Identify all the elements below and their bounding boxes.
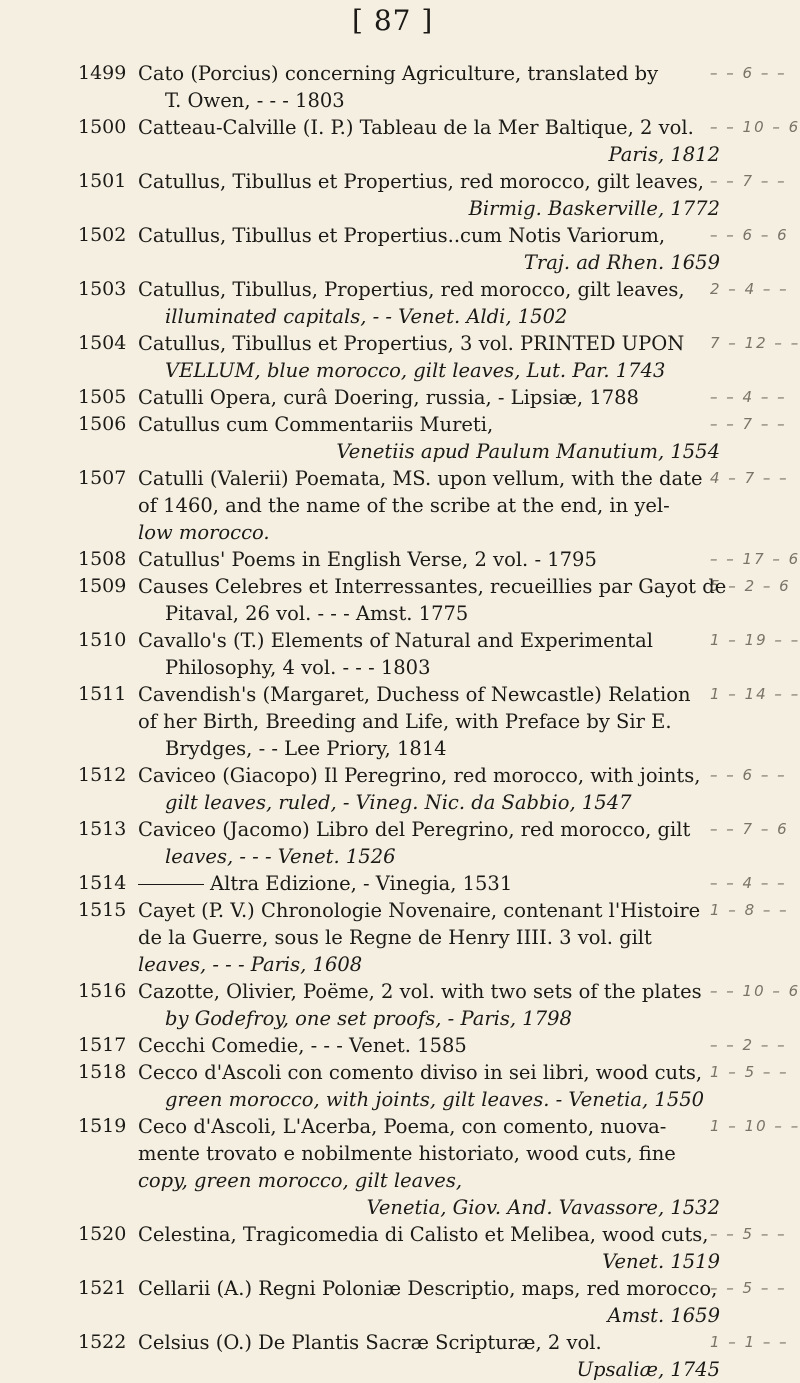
entry-line-row [0,222,800,249]
entry-text: Traj. ad Rhen. 1659 [523,251,720,274]
entry-text: Amst. 1659 [607,1304,720,1327]
entry-line-row [0,330,800,357]
handwritten-price: 1 – 14 – – [710,685,800,703]
catalogue-entry [0,1032,800,1059]
handwritten-price: 2 – 4 – – [710,280,789,298]
entry-text: Birmig. Baskerville, 1772 [468,197,720,220]
entry-line-row [0,681,800,708]
entry-text: Upsaliæ, 1745 [576,1358,720,1381]
entry-text [138,870,512,897]
entry-text: Cecchi Comedie, - - - Venet. 1585 [138,1034,467,1057]
entry-line-row [0,1059,800,1086]
entry-line-row [0,978,800,1005]
entry-line-row [0,843,800,870]
entry-line-row [0,465,800,492]
entry-text: Catteau-Calville (I. P.) Tableau de la Mer Baltique, 2 vol. [138,116,694,139]
entry-line-row [0,1086,800,1113]
catalogue-list [0,60,800,1383]
catalogue-entry [0,1221,800,1275]
entry-line-row [0,1356,800,1383]
entry-text: of 1460, and the name of the scribe at the end, in yel- [138,494,670,517]
catalogue-entry [0,1329,800,1383]
entry-line-row [0,1248,800,1275]
entry-line-row [0,1140,800,1167]
catalogue-entry [0,384,800,411]
catalogue-entry [0,168,800,222]
entry-text: Ceco d'Ascoli, L'Acerba, Poema, con comento, nuova- [138,1115,667,1138]
lot-number: 1499 [78,62,127,84]
ditto-dash-rule [138,884,204,885]
catalogue-entry [0,411,800,465]
entry-text: Catulli Opera, curâ Doering, russia, - Lipsiæ, 1788 [138,386,639,409]
handwritten-price: – – 6 – – [710,64,787,82]
lot-number: 1502 [78,224,127,246]
entry-line-row [0,168,800,195]
entry-text: leaves, - - - Venet. 1526 [165,845,396,868]
entry-line-row [0,1167,800,1194]
entry-text: mente trovato e nobilmente historiato, wood cuts, fine [138,1142,676,1165]
entry-text: Caviceo (Jacomo) Libro del Peregrino, red morocco, gilt [138,818,691,841]
lot-number: 1512 [78,764,127,786]
entry-text: Cellarii (A.) Regni Poloniæ Descriptio, maps, red morocco, [138,1277,718,1300]
entry-line-row [0,303,800,330]
entry-line-row [0,60,800,87]
entry-line-row [0,1221,800,1248]
entry-line-row [0,1329,800,1356]
lot-number: 1514 [78,872,127,894]
lot-number: 1516 [78,980,127,1002]
entry-line-row [0,1302,800,1329]
entry-line-row [0,789,800,816]
catalogue-entry [0,681,800,762]
page-number: [ 87 ] [352,4,434,37]
handwritten-price: – – 7 – – [710,172,787,190]
entry-text: Philosophy, 4 vol. - - - 1803 [165,656,431,679]
handwritten-price: 5 – 2 – 6 [710,577,791,595]
entry-text-content: Altra Edizione, - Vinegia, 1531 [210,872,513,895]
entry-text: T. Owen, - - - 1803 [165,89,345,112]
entry-line-row [0,249,800,276]
handwritten-price: – – 17 – 6 [710,550,800,568]
entry-text: leaves, - - - Paris, 1608 [138,953,363,976]
catalogue-entry [0,222,800,276]
lot-number: 1508 [78,548,127,570]
catalogue-entry [0,627,800,681]
entry-text: copy, green morocco, gilt leaves, [138,1169,463,1192]
entry-line-row [0,384,800,411]
lot-number: 1511 [78,683,127,705]
entry-text: illuminated capitals, - - Venet. Aldi, 1502 [165,305,568,328]
catalogue-entry [0,60,800,114]
entry-line-row [0,870,800,897]
entry-text: Pitaval, 26 vol. - - - Amst. 1775 [165,602,469,625]
catalogue-entry [0,870,800,897]
entry-text: Celsius (O.) De Plantis Sacræ Scripturæ, 2 vol. [138,1331,602,1354]
entry-line-row [0,897,800,924]
catalogue-entry [0,546,800,573]
entry-text: Catullus, Tibullus et Propertius..cum Notis Variorum, [138,224,666,247]
entry-line-row [0,951,800,978]
catalogue-entry [0,897,800,978]
entry-text: Catullus, Tibullus, Propertius, red morocco, gilt leaves, [138,278,685,301]
entry-text: Venetiis apud Paulum Manutium, 1554 [336,440,720,463]
entry-text: Catullus, Tibullus et Propertius, 3 vol. PRINTED UPON [138,332,685,355]
entry-line-row [0,87,800,114]
catalogue-entry [0,762,800,816]
entry-text: Cavallo's (T.) Elements of Natural and Experimental [138,629,653,652]
catalogue-entry [0,816,800,870]
entry-line-row [0,438,800,465]
entry-text: Celestina, Tragicomedia di Calisto et Melibea, wood cuts, [138,1223,709,1246]
entry-text: Causes Celebres et Interressantes, recueillies par Gayot de [138,575,727,598]
handwritten-price: – – 4 – – [710,874,787,892]
handwritten-price: 1 – 8 – – [710,901,789,919]
lot-number: 1505 [78,386,127,408]
entry-line-row [0,546,800,573]
entry-text: Venet. 1519 [602,1250,720,1273]
entry-text: low morocco. [138,521,270,544]
catalogue-entry [0,114,800,168]
lot-number: 1507 [78,467,127,489]
handwritten-price: 7 – 12 – – [710,334,800,352]
entry-line-row [0,195,800,222]
entry-text: by Godefroy, one set proofs, - Paris, 1798 [165,1007,572,1030]
entry-line-row [0,492,800,519]
handwritten-price: – – 10 – 6 [710,118,800,136]
entry-line-row [0,519,800,546]
entry-text: Cavendish's (Margaret, Duchess of Newcastle) Relation [138,683,691,706]
lot-number: 1501 [78,170,127,192]
entry-text: Cayet (P. V.) Chronologie Novenaire, contenant l'Histoire [138,899,701,922]
entry-line-row [0,735,800,762]
entry-text: de la Guerre, sous le Regne de Henry IIII. 3 vol. gilt [138,926,652,949]
lot-number: 1513 [78,818,127,840]
entry-text: Catullus' Poems in English Verse, 2 vol. - 1795 [138,548,597,571]
entry-text: Cecco d'Ascoli con comento diviso in sei libri, wood cuts, [138,1061,703,1084]
handwritten-price: – – 6 – – [710,766,787,784]
handwritten-price: – – 4 – – [710,388,787,406]
handwritten-price: – – 6 – 6 [710,226,789,244]
lot-number: 1518 [78,1061,127,1083]
entry-line-row [0,627,800,654]
entry-text: Cazotte, Olivier, Poëme, 2 vol. with two sets of the plates [138,980,702,1003]
catalogue-entry [0,1275,800,1329]
entry-text: Cato (Porcius) concerning Agriculture, translated by [138,62,659,85]
entry-text: VELLUM, blue morocco, gilt leaves, Lut. Par. 1743 [165,359,666,382]
entry-line-row [0,762,800,789]
entry-text: of her Birth, Breeding and Life, with Preface by Sir E. [138,710,672,733]
entry-line-row [0,708,800,735]
catalogue-entry [0,978,800,1032]
lot-number: 1521 [78,1277,127,1299]
lot-number: 1520 [78,1223,127,1245]
handwritten-price: 4 – 7 – – [710,469,789,487]
entry-line-row [0,1113,800,1140]
entry-line-row [0,114,800,141]
entry-line-row [0,1275,800,1302]
entry-line-row [0,357,800,384]
lot-number: 1500 [78,116,127,138]
lot-number: 1510 [78,629,127,651]
entry-line-row [0,924,800,951]
entry-line-row [0,1005,800,1032]
handwritten-price: 1 – 5 – – [710,1063,789,1081]
entry-text: gilt leaves, ruled, - Vineg. Nic. da Sabbio, 1547 [165,791,632,814]
entry-line-row [0,816,800,843]
entry-text: Caviceo (Giacopo) Il Peregrino, red morocco, with joints, [138,764,701,787]
entry-line-row [0,411,800,438]
handwritten-price: – – 2 – – [710,1036,787,1054]
handwritten-price: 1 – 1 – – [710,1333,789,1351]
catalogue-entry [0,1113,800,1221]
handwritten-price: 1 – 10 – – [710,1117,800,1135]
handwritten-price: – – 10 – 6 [710,982,800,1000]
entry-line-row [0,1032,800,1059]
entry-text: Catullus cum Commentariis Mureti, [138,413,494,436]
entry-text: Catullus, Tibullus et Propertius, red morocco, gilt leaves, [138,170,705,193]
lot-number: 1515 [78,899,127,921]
lot-number: 1504 [78,332,127,354]
lot-number: 1519 [78,1115,127,1137]
catalogue-entry [0,330,800,384]
entry-line-row [0,573,800,600]
lot-number: 1522 [78,1331,127,1353]
entry-line-row [0,600,800,627]
lot-number: 1509 [78,575,127,597]
handwritten-price: – – 5 – – [710,1225,787,1243]
lot-number: 1517 [78,1034,127,1056]
entry-line-row [0,1194,800,1221]
handwritten-price: – – 5 – – [710,1279,787,1297]
entry-line-row [0,654,800,681]
entry-text: Paris, 1812 [608,143,720,166]
entry-text: green morocco, with joints, gilt leaves. - Venetia, 1550 [165,1088,705,1111]
handwritten-price: – – 7 – – [710,415,787,433]
catalogue-entry [0,276,800,330]
lot-number: 1506 [78,413,127,435]
catalogue-entry [0,573,800,627]
entry-line-row [0,276,800,303]
entry-text: Catulli (Valerii) Poemata, MS. upon vellum, with the date [138,467,703,490]
catalogue-entry [0,465,800,546]
catalogue-entry [0,1059,800,1113]
lot-number: 1503 [78,278,127,300]
entry-line-row [0,141,800,168]
entry-text: Venetia, Giov. And. Vavassore, 1532 [366,1196,720,1219]
entry-text: Brydges, - - Lee Priory, 1814 [165,737,447,760]
handwritten-price: 1 – 19 – – [710,631,800,649]
handwritten-price: – – 7 – 6 [710,820,789,838]
